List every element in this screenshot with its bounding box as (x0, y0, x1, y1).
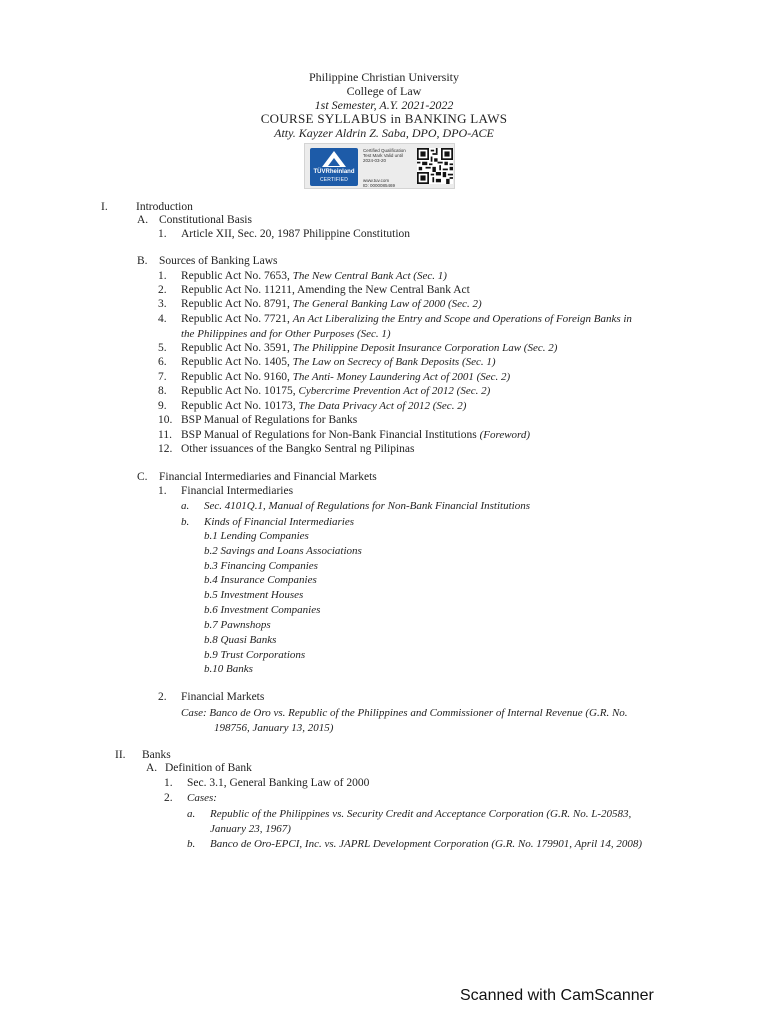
section-heading: Banks (142, 749, 171, 761)
kind-item: b.10 Banks (204, 663, 253, 675)
kind-item: b.4 Insurance Companies (204, 574, 317, 586)
subsection-heading: Constitutional Basis (159, 214, 252, 226)
kind-item: b.2 Savings and Loans Associations (204, 545, 362, 557)
kind-item: b.7 Pawnshops (204, 619, 271, 631)
university-name: Philippine Christian University (309, 70, 459, 84)
tuv-brand-label: TÜVRheinland (313, 169, 355, 175)
certified-stamp: CERTIFIED (319, 177, 349, 183)
certificate-footer (363, 178, 415, 188)
certificate-id: ID: 0000085469 (363, 183, 396, 188)
syllabus-title: COURSE SYLLABUS in BANKING LAWS (260, 111, 508, 126)
kind-item: b.8 Quasi Banks (204, 634, 277, 646)
certification-badge (304, 143, 455, 189)
section-number: II. (115, 749, 126, 761)
section-number: I. (101, 201, 108, 213)
case-citation: Case: Banco de Oro vs. Republic of the Philippines and Commissioner of Internal Revenue (G.R. No. (181, 707, 628, 719)
college-name: College of Law (346, 84, 422, 98)
kind-item: b.5 Investment Houses (204, 589, 304, 601)
certificate-url: www.tuv.com (363, 178, 390, 183)
kind-item: b.1 Lending Companies (204, 530, 309, 542)
kind-item: b.6 Investment Companies (204, 604, 321, 616)
kind-item: b.3 Financing Companies (204, 560, 318, 572)
certificate-text: Certified Qualification Test Mark Valid until 2024-03-20 (363, 148, 406, 164)
subsection-letter: B. (137, 255, 148, 267)
subsection-heading: Sources of Banking Laws (159, 255, 278, 267)
case-item-continuation: January 23, 1967) (210, 823, 291, 835)
subsection-heading: Financial Intermediaries and Financial Markets (159, 471, 377, 483)
qr-code-icon (417, 148, 453, 184)
section-heading: Introduction (136, 201, 193, 213)
kind-item: b.9 Trust Corporations (204, 649, 306, 661)
document-header (0, 70, 768, 140)
camscanner-watermark: Scanned with CamScanner (460, 987, 654, 1004)
list-item-continuation: the Philippines and for Other Purposes (Sec. 1) (181, 328, 391, 340)
subsection-heading: Definition of Bank (165, 762, 252, 774)
subsection-letter: C. (137, 471, 148, 483)
subsection-letter: A. (146, 762, 158, 774)
tuv-rheinland-logo-icon (310, 148, 358, 186)
case-citation-continuation: 198756, January 13, 2015) (214, 722, 334, 734)
semester-line: 1st Semester, A.Y. 2021-2022 (314, 98, 454, 112)
author-line: Atty. Kayzer Aldrin Z. Saba, DPO, DPO-ACE (274, 126, 494, 140)
subsection-letter: A. (137, 214, 149, 226)
